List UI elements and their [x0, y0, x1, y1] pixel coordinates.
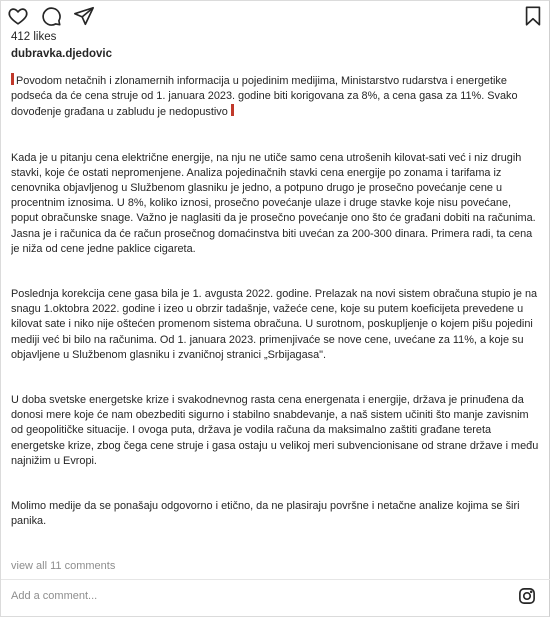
post-username[interactable]: dubravka.djedovic	[11, 48, 112, 60]
bookmark-icon[interactable]	[522, 5, 544, 27]
caption-paragraph-3: Poslednja korekcija cene gasa bila je 1. avgusta 2022. godine. Prelazak na novi sistem obračuna stupio je na snagu 1.oktobra 2022. godine i izeo u obrzir tadašnje, važeće cene, koje su putem koeficijeta prevedene u kilovat sate i niko nije oštećen promenom sistema obračuna. U surotnom, poskupljenje o kojem pišu pojedini mediji već bi bilo na računima. Od 1. januara 2023. primenjivaće se nove cene, uvećane za 11%, a koje su objavljene u Službenom glasniku i zvaničnoj stranici „Srbijagasa".	[11, 288, 538, 361]
comment-icon[interactable]	[40, 5, 62, 27]
caption-paragraph-2: Kada je u pitanju cena električne energije, na nju ne utiče samo cena utrošenih kilovat-sati već i niz drugih stavki, koje će ostati nepromenjene. Analiza pojedinačnih stavki cena energije po zonama i tarifama iz cenovnika objavljenog u Službenom glasniku je jedno, a potpuno drugo je prosečno povećanje cene u procentnim iznosima. U 8%, koliko iznosi, prosečno povećanje ulaze i druge stavke koje nisu povećane, poput obračunske snage. Važno je naglasiti da je prosečno povećanje ono što će građani dobiti na računima. Jasna je i računica da će račun prosečnog domaćinstva biti uvećan za 200-300 dinara. Primera radi, ta cena je niža od cene jedne paklice cigareta.	[11, 151, 536, 255]
view-all-comments-link[interactable]: view all 11 comments	[11, 560, 116, 572]
likes-count[interactable]: 412 likes	[11, 31, 57, 43]
post-caption	[11, 73, 539, 553]
red-bar-emoji	[11, 73, 14, 85]
share-icon[interactable]	[73, 5, 95, 27]
caption-paragraph-5: Molimo medije da se ponašaju odgovorno i etično, da ne plasiraju površne i netačne analize kojima se širi panika.	[11, 500, 520, 528]
caption-paragraph-4: U doba svetske energetske krize i svakodnevnog rasta cena energenata i energije, država je prinuđena da donosi mere koje će nam obezbediti sigurno i stabilno snabdevanje, a naš sistem učiniti što manje zavisnim od geopolitičke situacije. I ovoga puta, država je vodila računa da maksimalno zaštiti građane tereta energetske krize, zbog čega cene struje i gasa ostaju u velikoj meri subvencionisane od strane države i među najnižim u Evropi.	[11, 394, 539, 467]
action-bar	[1, 3, 550, 29]
heart-icon[interactable]	[7, 5, 29, 27]
add-comment-input[interactable]: Add a comment...	[11, 590, 98, 602]
red-bar-emoji	[231, 104, 234, 116]
caption-paragraph-1: Povodom netačnih i zlonamernih informacija u pojedinim medijima, Ministarstvo rudarstva i energetike podseća da će cena struje od 1. januara 2023. godine biti korigovana za 8%, a cena gasa za 11%. Svako dovođenje građana u zabludu je nedopustivo	[11, 75, 518, 119]
instagram-logo-icon[interactable]	[518, 587, 536, 605]
divider	[1, 579, 550, 580]
